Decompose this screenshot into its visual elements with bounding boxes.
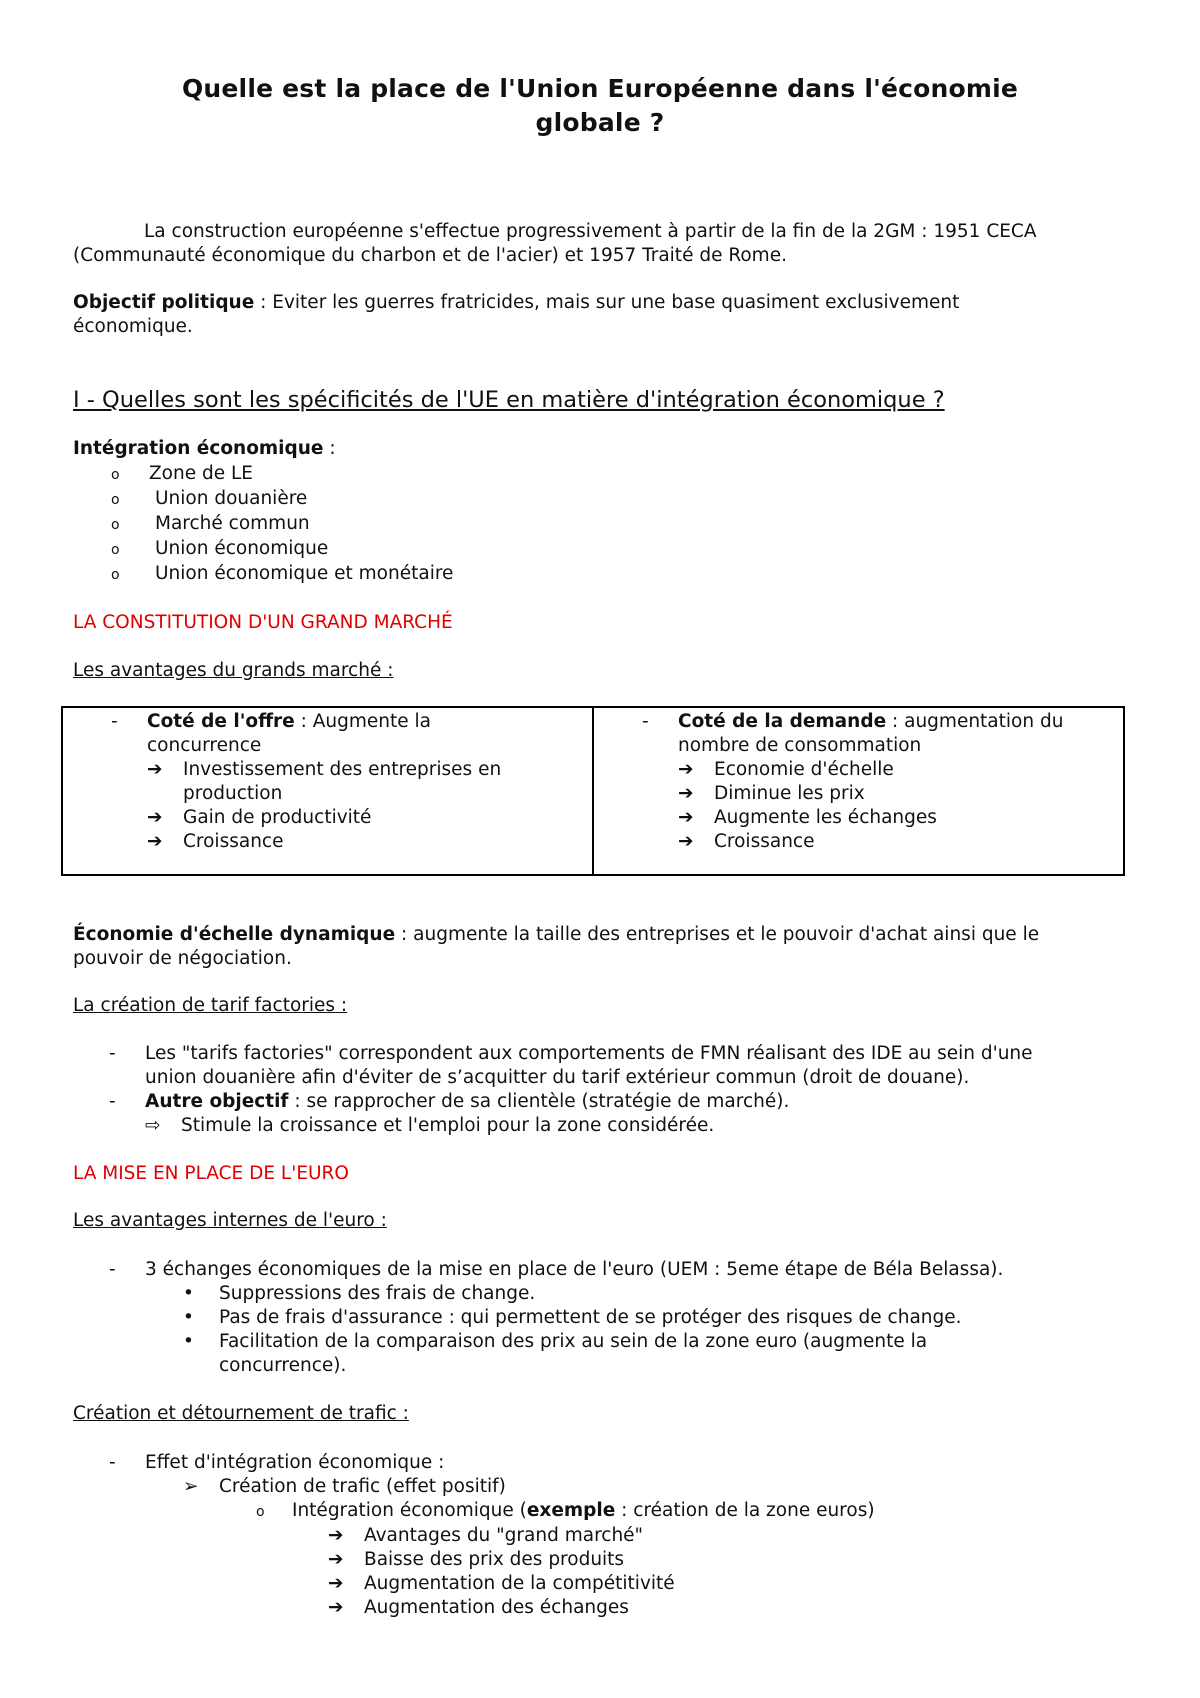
echelle-paragraph: Économie d'échelle dynamique : augmente la taille des entreprises et le pouvoir d'achat ainsi que le [73,924,1040,945]
list-item: • Suppressions des frais de change. [183,1283,536,1304]
section-heading-euro: LA MISE EN PLACE DE L'EURO [73,1163,349,1184]
subheading-euro: Les avantages internes de l'euro : [73,1210,387,1231]
list-item: ➔ Augmente les échanges [678,807,937,828]
advantages-table [61,706,1125,876]
section-heading-grand-marche: LA CONSTITUTION D'UN GRAND MARCHÉ [73,612,453,633]
list-item: ➔ Croissance [678,831,815,852]
intro-line-1: La construction européenne s'effectue progressivement à partir de la fin de la 2GM : 1951 CECA [144,221,1037,242]
tarif-paragraph-2: Autre objectif : se rapprocher de sa clientèle (stratégie de marché). [145,1091,790,1112]
trafic-sub: ➢ Création de trafic (effet positif) [183,1476,506,1497]
table-cell-offre: - Coté de l'offre : Augmente la concurrence ➔ Investissement des entreprises en production ➔ Gain de productivité ➔ Croissance [62,707,593,875]
list-item: ➔ Baisse des prix des produits [328,1549,625,1570]
trafic-lead: Effet d'intégration économique : [145,1452,445,1473]
subheading-avantages: Les avantages du grands marché : [73,660,394,681]
list-item: • Pas de frais d'assurance : qui permettent de se protéger des risques de change. [183,1307,962,1328]
list-item: ➔ Diminue les prix [678,783,865,804]
list-item: o Union économique et monétaire [111,563,454,584]
integration-label-line: Intégration économique : [73,438,336,459]
subheading-tarif: La création de tarif factories : [73,995,348,1016]
offre-label: Coté de l'offre [147,711,295,732]
list-item: ➔ Augmentation de la compétitivité [328,1573,675,1594]
list-item: ➔ Gain de productivité [147,807,372,828]
objectif-text: : Eviter les guerres fratricides, mais sur une base quasiment exclusivement [254,292,960,313]
objectif-text-2: économique. [73,316,193,337]
integration-list [111,462,453,587]
list-item: ➔ Avantages du "grand marché" [328,1525,644,1546]
echelle-label: Économie d'échelle dynamique [73,924,396,945]
list-item: ➔ Augmentation des échanges [328,1597,629,1618]
intro-line-2: (Communauté économique du charbon et de l'acier) et 1957 Traité de Rome. [73,245,787,266]
list-item: • Facilitation de la comparaison des prix au sein de la zone euro (augmente la [183,1331,928,1352]
tarif-paragraph-1: Les "tarifs factories" correspondent aux comportements de FMN réalisant des IDE au sein d'une [145,1043,1033,1064]
list-item: ➔ Croissance [147,831,284,852]
objectif-label: Objectif politique [73,292,255,313]
list-item: o Marché commun [111,513,310,534]
integration-label: Intégration économique [73,438,324,459]
tarif-sub-item: ⇨ Stimule la croissance et l'emploi pour la zone considérée. [145,1115,715,1136]
list-item-continued: production [183,783,283,804]
subheading-trafic: Création et détournement de trafic : [73,1403,409,1424]
list-item: ➔ Economie d'échelle [678,759,894,780]
list-item: o Union douanière [111,488,308,509]
list-item-continued: concurrence). [219,1355,347,1376]
section-heading-1: I - Quelles sont les spécificités de l'UE en matière d'intégration économique ? [73,387,945,413]
euro-lead: 3 échanges économiques de la mise en place de l'euro (UEM : 5eme étape de Béla Belassa). [145,1259,1004,1280]
list-item: o Union économique [111,538,329,559]
list-item: ➔ Investissement des entreprises en [147,759,502,780]
table-cell-demande: - Coté de la demande : augmentation du nombre de consommation ➔ Economie d'échelle ➔ Diminue les prix ➔ Augmente les échanges ➔ Croissance [593,707,1124,875]
objectif-paragraph [73,291,959,315]
trafic-sub2: o Intégration économique (exemple : création de la zone euros) [256,1500,875,1521]
demande-label: Coté de la demande [678,711,887,732]
list-item: o Zone de LE [111,463,253,484]
page-title: Quelle est la place de l'Union Européenne dans l'économie globale ? [181,74,1019,137]
